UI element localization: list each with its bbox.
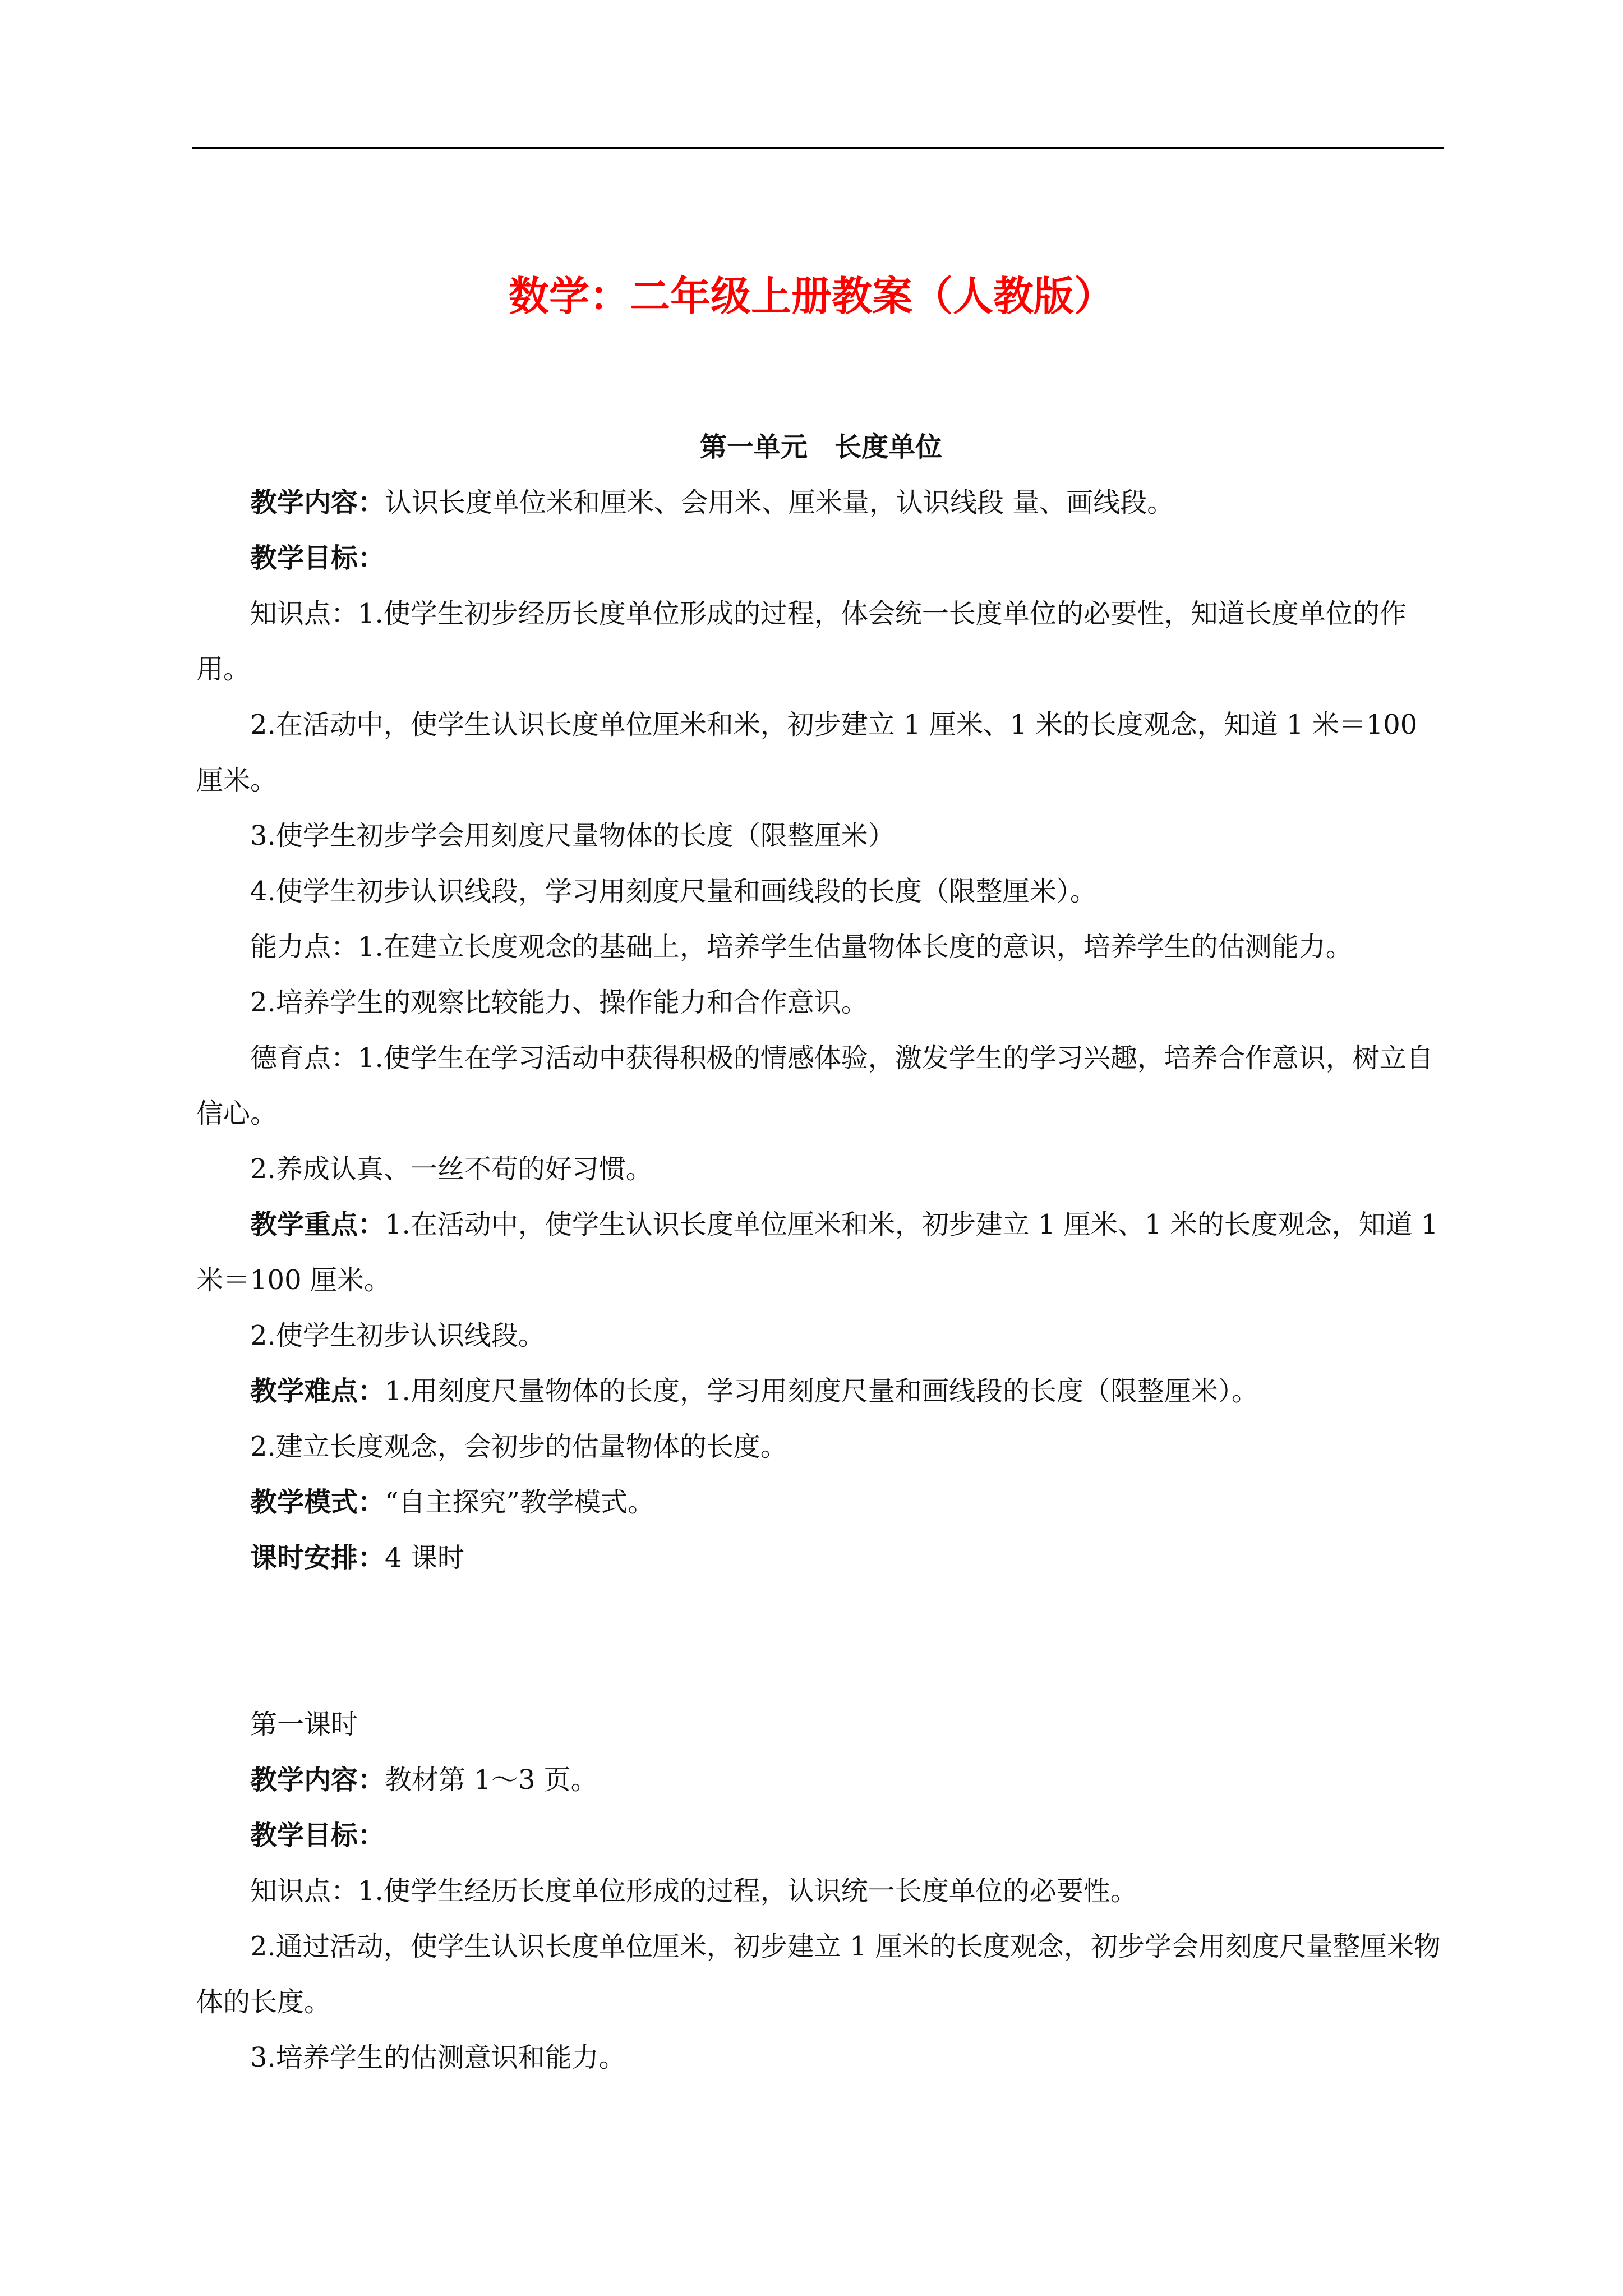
unit-key-points	[196, 1197, 1446, 1308]
unit-difficulty-text-2: 2.建立长度观念，会初步的估量物体的长度。	[250, 1431, 787, 1462]
unit-content-label: 教学内容：	[250, 487, 385, 518]
unit-content-text: 认识长度单位米和厘米、会用米、厘米量，认识线段 量、画线段。	[385, 487, 1174, 518]
unit-goal-knowledge-2: 2.在活动中，使学生认识长度单位厘米和米，初步建立 1 厘米、1 米的长度观念，知道 1 米＝100 厘米。	[196, 709, 1418, 796]
unit-difficulty-label: 教学难点：	[250, 1375, 385, 1407]
unit-hours	[196, 1530, 1446, 1586]
unit-goal-moral-1: 德育点：1.使学生在学习活动中获得积极的情感体验，激发学生的学习兴趣，培养合作意识，树立自信心。	[196, 1042, 1433, 1129]
lesson1-goal-3: 3.培养学生的估测意识和能力。	[250, 2042, 626, 2073]
unit-mode	[196, 1475, 1446, 1530]
lesson1-content	[196, 1752, 1446, 1808]
document-title: 数学：二年级上册教案（人教版）	[508, 272, 1114, 320]
unit-hours-text: 4 课时	[385, 1542, 464, 1573]
unit-mode-text: “自主探究”教学模式。	[385, 1487, 655, 1518]
unit-difficulty-text-1: 1.用刻度尺量物体的长度，学习用刻度尺量和画线段的长度（限整厘米）。	[385, 1375, 1258, 1407]
section-spacer	[196, 1586, 1446, 1697]
lesson1-content-label: 教学内容：	[250, 1764, 385, 1796]
unit-goal-knowledge-3: 3.使学生初步学会用刻度尺量物体的长度（限整厘米）	[250, 820, 895, 852]
unit-goal-knowledge-1: 知识点：1.使学生初步经历长度单位形成的过程，体会统一长度单位的必要性，知道长度单位的作用。	[196, 598, 1407, 685]
lesson1-goals-label: 教学目标：	[250, 1820, 385, 1851]
unit-goals-label: 教学目标：	[250, 542, 385, 574]
unit-goal-ability-2: 2.培养学生的观察比较能力、操作能力和合作意识。	[250, 987, 868, 1018]
unit-title: 第一单元 长度单位	[699, 431, 942, 463]
unit-hours-label: 课时安排：	[250, 1542, 385, 1573]
unit-difficulties	[196, 1364, 1446, 1419]
lesson1-title: 第一课时	[250, 1709, 358, 1740]
unit-goal-ability-1: 能力点：1.在建立长度观念的基础上，培养学生估量物体长度的意识，培养学生的估测能力。	[250, 931, 1353, 963]
lesson1-goals-heading	[196, 1808, 1446, 1864]
unit-key-label: 教学重点：	[250, 1209, 385, 1240]
lesson1-goal-1: 知识点：1.使学生经历长度单位形成的过程，认识统一长度单位的必要性。	[250, 1875, 1137, 1907]
lesson1-goal-2: 2.通过活动，使学生认识长度单位厘米，初步建立 1 厘米的长度观念，初步学会用刻度尺量整厘米物体的长度。	[196, 1931, 1441, 2018]
unit-mode-label: 教学模式：	[250, 1487, 385, 1518]
lesson1-content-text: 教材第 1～3 页。	[385, 1764, 598, 1796]
document-body	[196, 420, 1446, 2086]
unit-content	[196, 475, 1446, 531]
unit-goal-moral-2: 2.养成认真、一丝不苟的好习惯。	[250, 1153, 653, 1185]
unit-goals-heading	[196, 531, 1446, 586]
header-rule	[192, 147, 1444, 149]
unit-key-text-1: 1.在活动中，使学生认识长度单位厘米和米，初步建立 1 厘米、1 米的长度观念，知道 1 米＝100 厘米。	[196, 1209, 1438, 1296]
unit-goal-knowledge-4: 4.使学生初步认识线段，学习用刻度尺量和画线段的长度（限整厘米）。	[250, 876, 1097, 907]
unit-key-text-2: 2.使学生初步认识线段。	[250, 1320, 545, 1351]
